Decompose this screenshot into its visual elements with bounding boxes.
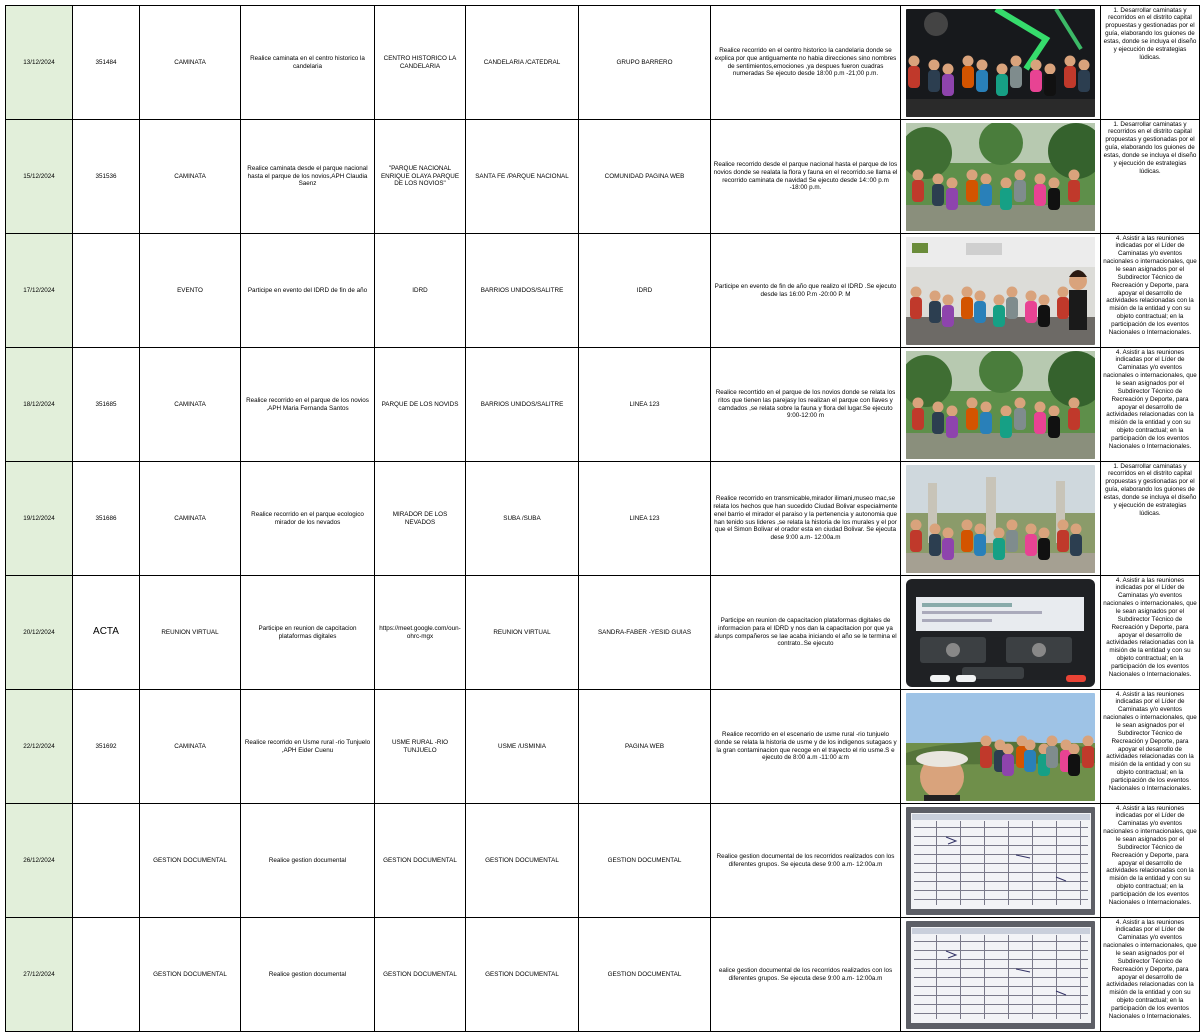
group-text: SANDRA-FABER -YESID GUIAS xyxy=(597,628,692,636)
activity-type-cell xyxy=(140,918,241,1032)
place-text: USME RURAL -RIO TUNJUELO xyxy=(391,738,449,754)
selfie-group-photo xyxy=(906,693,1095,801)
place-cell xyxy=(375,918,466,1032)
group-text: IDRD xyxy=(636,286,653,294)
group-text: COMUNIDAD PAGINA WEB xyxy=(604,172,685,180)
activity-type-cell xyxy=(140,348,241,462)
place-cell xyxy=(375,120,466,234)
place-text: GESTION DOCUMENTAL xyxy=(383,856,457,864)
date-text: 22/12/2024 xyxy=(23,742,55,750)
park-group-photo xyxy=(906,351,1095,459)
locality-text: REUNION VIRTUAL xyxy=(493,628,551,636)
contract-obligation-cell xyxy=(1101,234,1200,348)
date-cell xyxy=(6,234,73,348)
night-group-photo xyxy=(906,9,1095,117)
group-cell xyxy=(579,120,711,234)
activity-description-cell xyxy=(241,690,375,804)
contract-obligation-text: 4. Asistir a las reuniones indicadas por el Líder de Caminatas y/o eventos nacionales o internacionales, que le sean asignados por el Subdirector Técnico de Recreación y Deporte, para apoyar el desarrollo de actividades relacionadas con la misión de la entidad y con su objeto contractual; en la participación de los eventos Nacionales o Internacionales. xyxy=(1103,348,1197,450)
table-row xyxy=(6,804,1200,918)
group-text: GESTION DOCUMENTAL xyxy=(607,856,682,864)
locality-cell xyxy=(466,348,579,462)
locality-text: BARRIOS UNIDOS/SALITRE xyxy=(480,400,564,408)
table-row xyxy=(6,918,1200,1032)
date-text: 15/12/2024 xyxy=(23,172,55,180)
activity-detail-cell xyxy=(711,690,901,804)
group-cell xyxy=(579,576,711,690)
record-number-text: ACTA xyxy=(93,626,119,638)
table-row xyxy=(6,234,1200,348)
group-cell xyxy=(579,234,711,348)
locality-cell xyxy=(466,120,579,234)
locality-text: CANDELARIA /CATEDRAL xyxy=(483,58,561,66)
record-number-cell xyxy=(73,348,140,462)
group-text: LINEA 123 xyxy=(629,400,660,408)
activity-type-text: CAMINATA xyxy=(174,172,206,180)
record-number-cell xyxy=(73,462,140,576)
activity-description-cell xyxy=(241,462,375,576)
record-number-cell xyxy=(73,234,140,348)
date-text: 18/12/2024 xyxy=(23,400,55,408)
activity-type-text: GESTION DOCUMENTAL xyxy=(153,970,227,978)
place-cell xyxy=(375,348,466,462)
locality-text: GESTION DOCUMENTAL xyxy=(485,856,559,864)
activity-description-text: Participe en evento del IDRD de fin de año xyxy=(247,286,368,294)
contract-obligation-cell xyxy=(1101,120,1200,234)
activity-description-text: Realice gestion documental xyxy=(268,856,347,864)
activity-type-cell xyxy=(140,234,241,348)
group-cell xyxy=(579,6,711,120)
evidence-photo-cell xyxy=(901,120,1101,234)
table-row xyxy=(6,120,1200,234)
evidence-photo-cell xyxy=(901,6,1101,120)
place-text: IDRD xyxy=(412,286,428,294)
activity-type-text: CAMINATA xyxy=(174,742,206,750)
group-text: PAGINA WEB xyxy=(624,742,665,750)
activity-description-cell xyxy=(241,120,375,234)
activity-detail-text: Realice recorrtido en el parque de los novios donde se relata los ritos que tienen las parejasy los realizan el parque con llaves y camdados ,se relata sobre la fauna y flora del lugar.Se ejecuto 9:00-12:00 m xyxy=(715,388,896,420)
activity-detail-text: Participe en reunion de capacitacion plataformas digitales de informacion para el IDRD y nos dan la capacitacion por que ya alunps compañeros se lae acaba iniciando el año se le termina el contrato..Se ejecuto xyxy=(714,616,897,648)
evidence-photo-cell xyxy=(901,348,1101,462)
group-text: GESTION DOCUMENTAL xyxy=(607,970,682,978)
date-cell xyxy=(6,804,73,918)
place-cell xyxy=(375,6,466,120)
activity-detail-text: Realice gestion documental de los recorridos realizados con los diferentes grupos. Se ejecuta dese 9:00 a.m- 12:00a.m xyxy=(716,852,895,868)
activity-type-text: REUNION VIRTUAL xyxy=(161,628,219,636)
contract-obligation-text: 4. Asistir a las reuniones indicadas por el Líder de Caminatas y/o eventos nacionales o internacionales, que le sean asignados por el Subdirector Técnico de Recreación y Deporte, para apoyar el desarrollo de actividades relacionadas con la misión de la entidad y con su objeto contractual; en la participación de los eventos Nacionales o Internacionales. xyxy=(1103,918,1197,1020)
place-cell xyxy=(375,576,466,690)
date-cell xyxy=(6,690,73,804)
contract-obligation-cell xyxy=(1101,6,1200,120)
activity-type-cell xyxy=(140,6,241,120)
record-number-text: 351692 xyxy=(95,742,117,750)
activity-description-text: Realice recorrido en Usme rural -rio Tunjuelo ,APH Eider Cuenu xyxy=(244,738,371,754)
date-text: 19/12/2024 xyxy=(23,514,55,522)
record-number-cell xyxy=(73,804,140,918)
activity-type-text: EVENTO xyxy=(177,286,203,294)
activity-type-text: CAMINATA xyxy=(174,58,206,66)
video-call-screenshot xyxy=(906,579,1095,687)
activity-type-cell xyxy=(140,576,241,690)
activity-description-text: Realice caminata desde el parque nacional hasta el parque de los novios,APH Claudia Saenz xyxy=(247,164,368,188)
contract-obligation-cell xyxy=(1101,804,1200,918)
contract-obligation-text: 1. Desarrollar caminatas y recorridos en el distrito capital propuestas y gestionadas por el guía, elaborando los guiones de estas, donde se incluya el diseño y ejecución de estrategias lúdicas. xyxy=(1103,462,1197,517)
place-cell xyxy=(375,690,466,804)
park-group-photo xyxy=(906,123,1095,231)
group-cell xyxy=(579,918,711,1032)
evidence-photo-cell xyxy=(901,690,1101,804)
date-cell xyxy=(6,348,73,462)
locality-text: SANTA FE /PARQUE NACIONAL xyxy=(475,172,569,180)
date-text: 13/12/2024 xyxy=(23,58,55,66)
evidence-photo-cell xyxy=(901,234,1101,348)
locality-text: GESTION DOCUMENTAL xyxy=(485,970,559,978)
activity-detail-text: Realice recorrido en el centro historico la candelaria donde se explica por que antiguamente no habia direcciones sino nombres de sentimientos,emociones ,ya despues fueron cuadras numeradas Se ejecuto desde 18:00 p.m -21;00 p.m. xyxy=(714,46,897,78)
activity-detail-cell xyxy=(711,6,901,120)
place-text: GESTION DOCUMENTAL xyxy=(383,970,457,978)
place-text: CENTRO HISTORICO LA CANDELARIA xyxy=(383,54,457,70)
place-cell xyxy=(375,234,466,348)
place-cell xyxy=(375,462,466,576)
activity-description-text: Realice gestion documental xyxy=(268,970,347,978)
contract-obligation-cell xyxy=(1101,918,1200,1032)
activity-log-table xyxy=(5,5,1200,1032)
activity-description-text: Realice caminata en el centro historico la candelaria xyxy=(250,54,365,70)
activity-type-text: GESTION DOCUMENTAL xyxy=(153,856,227,864)
evidence-photo-cell xyxy=(901,804,1101,918)
locality-text: USME /USMINIA xyxy=(498,742,546,750)
activity-detail-text: Realice recorrido desde el parque nacional hasta el parque de los novios donde se realata la flora y fauna en el recorrido.se llama el recorrido caminata de navidad Se ejecuto desde 14::00 p.m -18:00 p.m. xyxy=(713,160,898,192)
activity-description-text: Participe en reunion de capcitacion plataformas digitales xyxy=(258,624,357,640)
table-row xyxy=(6,6,1200,120)
date-cell xyxy=(6,120,73,234)
activity-description-cell xyxy=(241,918,375,1032)
activity-description-text: Realice recorrido en el parque ecologico mirador de los nevados xyxy=(251,510,364,526)
place-text: "PARQUE NACIONAL ENRIQUE OLAYA PARQUE DE LOS NOVIOS" xyxy=(380,164,460,188)
locality-cell xyxy=(466,690,579,804)
activity-description-cell xyxy=(241,234,375,348)
activity-type-cell xyxy=(140,804,241,918)
activity-type-cell xyxy=(140,120,241,234)
contract-obligation-cell xyxy=(1101,348,1200,462)
group-text: GRUPO BARRERO xyxy=(616,58,673,66)
contract-obligation-cell xyxy=(1101,576,1200,690)
group-cell xyxy=(579,462,711,576)
contract-obligation-text: 4. Asistir a las reuniones indicadas por el Líder de Caminatas y/o eventos nacionales o internacionales, que le sean asignados por el Subdirector Técnico de Recreación y Deporte, para apoyar el desarrollo de actividades relacionadas con la misión de la entidad y con su objeto contractual; en la participación de los eventos Nacionales o Internacionales. xyxy=(1103,234,1197,336)
locality-text: SUBA /SUBA xyxy=(503,514,541,522)
group-cell xyxy=(579,348,711,462)
activity-detail-text: Participe en evento de fin de año que realizo el IDRD .Se ejecuto desde las 16:00 P.m -20:00 P. M xyxy=(714,282,897,298)
attendance-sheet-photo xyxy=(906,921,1095,1029)
activity-description-cell xyxy=(241,576,375,690)
table-row xyxy=(6,576,1200,690)
evidence-photo-cell xyxy=(901,918,1101,1032)
record-number-text: 351536 xyxy=(95,172,117,180)
activity-detail-cell xyxy=(711,918,901,1032)
locality-cell xyxy=(466,576,579,690)
contract-obligation-text: 4. Asistir a las reuniones indicadas por el Líder de Caminatas y/o eventos nacionales o internacionales, que le sean asignados por el Subdirector Técnico de Recreación y Deporte, para apoyar el desarrollo de actividades relacionadas con la misión de la entidad y con su objeto contractual; en la participación de los eventos Nacionales o Internacionales. xyxy=(1103,690,1197,792)
table-row xyxy=(6,348,1200,462)
activity-type-cell xyxy=(140,690,241,804)
activity-detail-cell xyxy=(711,348,901,462)
attendance-sheet-photo xyxy=(906,807,1095,915)
contract-obligation-text: 1. Desarrollar caminatas y recorridos en el distrito capital propuestas y gestionadas por el guía, elaborando los guiones de estas, donde se incluya el diseño y ejecución de estrategias lúdicas. xyxy=(1103,6,1197,61)
locality-cell xyxy=(466,6,579,120)
date-text: 20/12/2024 xyxy=(23,628,55,636)
date-text: 17/12/2024 xyxy=(23,286,55,294)
record-number-cell xyxy=(73,690,140,804)
contract-obligation-text: 4. Asistir a las reuniones indicadas por el Líder de Caminatas y/o eventos nacionales o internacionales, que le sean asignados por el Subdirector Técnico de Recreación y Deporte, para apoyar el desarrollo de actividades relacionadas con la misión de la entidad y con su objeto contractual; en la participación de los eventos Nacionales o Internacionales. xyxy=(1103,576,1197,678)
evidence-photo-cell xyxy=(901,462,1101,576)
monument-group-photo xyxy=(906,465,1095,573)
activity-detail-cell xyxy=(711,120,901,234)
place-text: MIRADOR DE LOS NEVADOS xyxy=(392,510,448,526)
activity-type-text: CAMINATA xyxy=(174,514,206,522)
activity-detail-cell xyxy=(711,576,901,690)
record-number-cell xyxy=(73,576,140,690)
evidence-photo-cell xyxy=(901,576,1101,690)
record-number-cell xyxy=(73,6,140,120)
record-number-text: 351686 xyxy=(95,514,117,522)
place-text: PARQUE DE LOS NOVIDS xyxy=(381,400,459,408)
activity-detail-cell xyxy=(711,234,901,348)
locality-cell xyxy=(466,462,579,576)
group-cell xyxy=(579,690,711,804)
activity-detail-text: Realice recorrido en el escenario de usme rural -rio tunjuelo donde se relata la historia de usme y de los indigenos sutagaos y la gran contaminacion que recoge en el trayecto el rio usme.S e ejecuto de 8:00 a.m -11:00 a:m xyxy=(714,730,897,762)
contract-obligation-text: 1. Desarrollar caminatas y recorridos en el distrito capital propuestas y gestionadas por el guía, elaborando los guiones de estas, donde se incluya el diseño y ejecución de estrategias lúdicas. xyxy=(1103,120,1197,175)
activity-description-text: Realice recorrido en el parque de los novios ,APH Maria Fernanda Santos xyxy=(246,396,369,412)
group-cell xyxy=(579,804,711,918)
record-number-cell xyxy=(73,918,140,1032)
activity-description-cell xyxy=(241,804,375,918)
date-cell xyxy=(6,6,73,120)
contract-obligation-cell xyxy=(1101,690,1200,804)
date-text: 26/12/2024 xyxy=(23,856,55,864)
table-row xyxy=(6,462,1200,576)
date-cell xyxy=(6,576,73,690)
activity-description-cell xyxy=(241,6,375,120)
activity-type-cell xyxy=(140,462,241,576)
place-cell xyxy=(375,804,466,918)
contract-obligation-text: 4. Asistir a las reuniones indicadas por el Líder de Caminatas y/o eventos nacionales o internacionales, que le sean asignados por el Subdirector Técnico de Recreación y Deporte, para apoyar el desarrollo de actividades relacionadas con la misión de la entidad y con su objeto contractual; en la participación de los eventos Nacionales o Internacionales. xyxy=(1103,804,1197,906)
date-cell xyxy=(6,462,73,576)
indoor-event-photo xyxy=(906,237,1095,345)
table-row xyxy=(6,690,1200,804)
contract-obligation-cell xyxy=(1101,462,1200,576)
record-number-cell xyxy=(73,120,140,234)
locality-cell xyxy=(466,918,579,1032)
activity-type-text: CAMINATA xyxy=(174,400,206,408)
locality-cell xyxy=(466,234,579,348)
locality-cell xyxy=(466,804,579,918)
group-text: LINEA 123 xyxy=(629,514,660,522)
locality-text: BARRIOS UNIDOS/SALITRE xyxy=(480,286,564,294)
activity-detail-text: Realice recorrido en transmicable,mirador ilimani,museo mac,se relata los hechos que han sucedido Ciudad Bolivar especialmente enel barrio el mirador el paraiso y la pertenencia y autonomia que han tenido sus lideres ,se relata la historia de los murales y el por que el Simon Bolivar el orador esta en ciudad Bolivar. Se ejecuta dese 9:00 a.m- 12:00a.m xyxy=(713,494,898,542)
place-text: https://meet.google.com/oun-ohrc-mgx xyxy=(379,624,461,640)
date-text: 27/12/2024 xyxy=(23,970,55,978)
date-cell xyxy=(6,918,73,1032)
activity-description-cell xyxy=(241,348,375,462)
activity-detail-text: ealice gestion documental de los recorridos realizados con los diferentes grupos. Se ejecuta dese 9:00 a.m- 12:00a.m xyxy=(718,966,893,982)
record-number-text: 351484 xyxy=(95,58,117,66)
activity-detail-cell xyxy=(711,804,901,918)
activity-detail-cell xyxy=(711,462,901,576)
record-number-text: 351685 xyxy=(95,400,117,408)
